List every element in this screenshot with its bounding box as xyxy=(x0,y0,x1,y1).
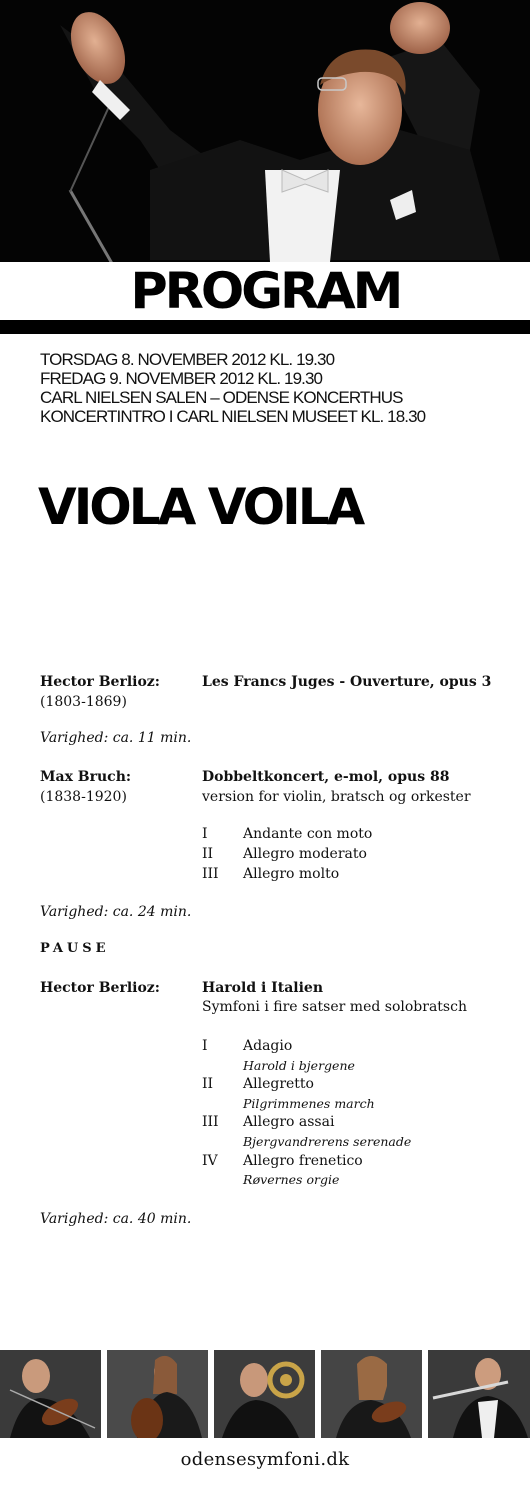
program-band xyxy=(0,262,530,320)
movement-subtitle: Bjergvandrerens serenade xyxy=(243,1134,412,1149)
musician-photo-strip xyxy=(0,1350,530,1438)
program-title: PROGRAM xyxy=(130,262,400,320)
movement-name: Andante con moto xyxy=(243,826,373,842)
hero-photo-conductor xyxy=(0,0,530,334)
movement-subtitle: Røvernes orgie xyxy=(243,1172,340,1187)
movement-subtitle: Pilgrimmenes march xyxy=(243,1096,375,1111)
work-duration: Varighed: ca. 40 min. xyxy=(40,1211,192,1227)
concert-title: VIOLA VOILA xyxy=(38,478,363,536)
date-line: TORSDAG 8. NOVEMBER 2012 KL. 19.30 xyxy=(40,350,335,369)
musician-photo-flutist xyxy=(428,1350,530,1438)
musician-photo-viola-player xyxy=(321,1350,422,1438)
movement-number: II xyxy=(202,1076,214,1092)
website-url[interactable]: odensesymfoni.dk xyxy=(180,1449,350,1470)
movement-number: III xyxy=(202,866,219,882)
work-title: Les Francs Juges - Ouverture, opus 3 xyxy=(202,674,492,690)
musician-photo-cellist xyxy=(107,1350,208,1438)
movement-number: I xyxy=(202,826,208,842)
movement-name: Allegro molto xyxy=(243,866,340,882)
work-title: Dobbeltkoncert, e-mol, opus 88 xyxy=(202,769,450,785)
date-line: CARL NIELSEN SALEN – ODENSE KONCERTHUS xyxy=(40,388,403,407)
date-line: KONCERTINTRO I CARL NIELSEN MUSEET KL. 18.30 xyxy=(40,407,426,426)
date-line: FREDAG 9. NOVEMBER 2012 KL. 19.30 xyxy=(40,369,323,388)
composer-years: (1803-1869) xyxy=(40,694,127,710)
musician-photo-hornist xyxy=(214,1350,315,1438)
movement-number: II xyxy=(202,846,214,862)
composer-years: (1838-1920) xyxy=(40,789,127,805)
movement-number: I xyxy=(202,1038,208,1054)
movement-name: Adagio xyxy=(243,1038,293,1054)
work-duration: Varighed: ca. 24 min. xyxy=(40,904,192,920)
composer-name: Max Bruch: xyxy=(40,769,132,785)
movement-number: III xyxy=(202,1114,219,1130)
composer-name: Hector Berlioz: xyxy=(40,674,160,690)
movement-name: Allegro assai xyxy=(243,1114,335,1130)
musician-photo-violinist xyxy=(0,1350,101,1438)
work-title: Harold i Italien xyxy=(202,980,323,996)
work-duration: Varighed: ca. 11 min. xyxy=(40,730,192,746)
movement-name: Allegretto xyxy=(243,1076,314,1092)
movement-name: Allegro moderato xyxy=(243,846,367,862)
work-subtitle: version for violin, bratsch og orkester xyxy=(202,789,471,805)
movement-name: Allegro frenetico xyxy=(243,1153,363,1169)
movement-subtitle: Harold i bjergene xyxy=(243,1058,355,1073)
pause-label: PAUSE xyxy=(40,941,110,956)
movement-number: IV xyxy=(202,1153,218,1169)
composer-name: Hector Berlioz: xyxy=(40,980,160,996)
hero-bottom-strip xyxy=(0,320,530,334)
work-subtitle: Symfoni i fire satser med solobratsch xyxy=(202,999,467,1015)
concert-dates xyxy=(40,350,520,426)
